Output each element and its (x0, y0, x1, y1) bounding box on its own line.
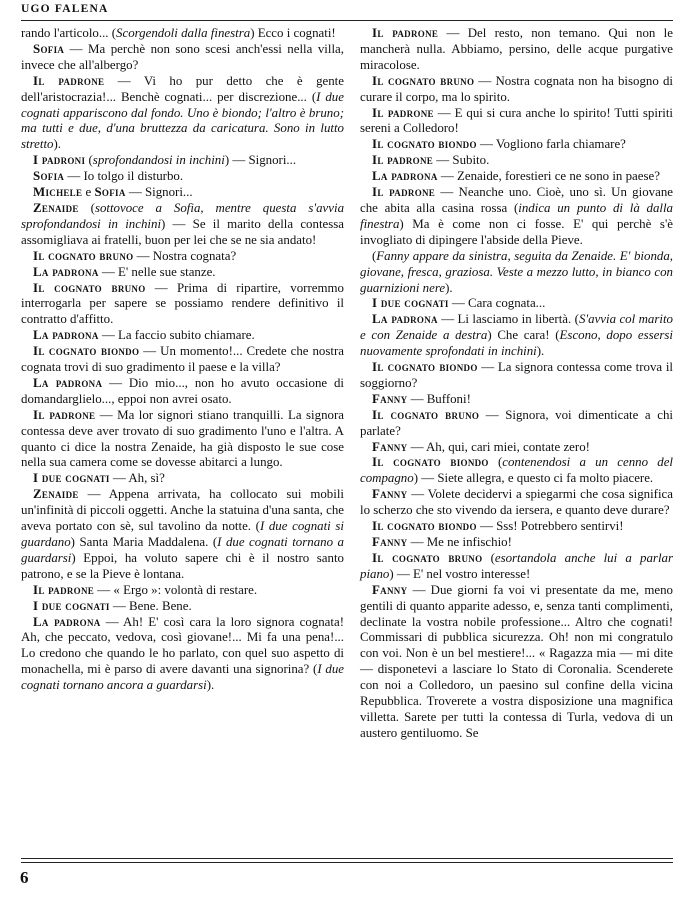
dialogue-text: — Vogliono farla chiamare? (476, 137, 626, 152)
paragraph (21, 201, 344, 249)
speaker-name: Zenaide (33, 200, 79, 215)
paragraph (21, 344, 344, 376)
speaker-name: La padrona (33, 328, 99, 343)
speaker-name: Il padrone (33, 582, 95, 597)
stage-direction: sottovoce a Sofia, mentre questa s'avvia sprofondandosi in inchini (21, 200, 345, 231)
speaker-name: Il cognato biondo (372, 519, 477, 534)
page-number: 6 (20, 868, 29, 887)
dialogue-text: — E' nelle sue stanze. (98, 264, 216, 279)
dialogue-text: — Dio mio..., non ho avuto occasione di domandarglielo..., eppoi non avrei osato. (21, 375, 344, 406)
stage-direction: contenendosi a un cenno del compagno (360, 455, 673, 486)
speaker-name: Il cognato bruno (33, 248, 134, 263)
stage-direction: S'avvia col marito e con Zenaide a destra (360, 312, 673, 343)
paragraph (360, 296, 673, 312)
dialogue-text: — Zenaide, forestieri ce ne sono in paese? (437, 169, 660, 184)
speaker-name: Sofia (94, 185, 126, 200)
dialogue-text: — Un momento!... Credete che nostra cognata trovi di suo gradimento il paese e la villa? (21, 344, 344, 375)
paragraph (360, 137, 673, 153)
speaker-name: La padrona (33, 264, 99, 279)
paragraph (360, 249, 673, 297)
dialogue-text: — Signori... (125, 185, 193, 200)
speaker-name: Il padrone (372, 185, 436, 200)
dialogue-text: — Io tolgo il disturbo. (64, 169, 184, 184)
paragraph (21, 153, 344, 169)
stage-direction: Escono, dopo essersi nuovamente sprofondati in inchini (360, 328, 673, 359)
dialogue-text: ). (536, 344, 545, 359)
dialogue-text: ) Ecco i cognati! (250, 26, 336, 40)
dialogue-text: — Ah, qui, cari miei, contate zero! (407, 439, 590, 454)
speaker-name: Il cognato bruno (372, 73, 475, 88)
paragraph (360, 169, 673, 185)
stage-direction: I due cognati si guardano (21, 519, 344, 549)
stage-direction: sprofondandosi in inchini (92, 153, 225, 168)
paragraph (360, 153, 673, 169)
dialogue-text: ( (78, 200, 95, 215)
speaker-name: I due cognati (33, 598, 110, 613)
paragraph (360, 535, 673, 551)
paragraph (360, 519, 673, 535)
speaker-name: Fanny (372, 391, 408, 406)
dialogue-text: ( (482, 550, 495, 565)
stage-direction: esortandola anche lui a parlar piano (360, 550, 673, 581)
paragraph (21, 583, 344, 599)
paragraph (21, 487, 344, 582)
paragraph (21, 249, 344, 265)
dialogue-text: — Me ne infischio! (407, 535, 512, 549)
paragraph (21, 74, 344, 154)
speaker-name: Il cognato bruno (372, 550, 483, 565)
speaker-name: Fanny (372, 487, 408, 502)
paragraph (21, 185, 344, 201)
dialogue-text: ) Che cara! ( (487, 328, 560, 343)
paragraph (360, 360, 673, 392)
dialogue-text: — Neanche uno. Cioè, uno sì. Un giovane che abita alla casina rossa ( (360, 185, 673, 215)
speaker-name: Il cognato biondo (33, 344, 140, 359)
dialogue-text: — Sss! Potrebbero sentirvi! (476, 519, 624, 534)
dialogue-text: ) Eppoi, ha voluto sapere chi è il nostro santo patrono, e se la Pieve è lontana. (21, 550, 344, 581)
dialogue-text: ( (85, 153, 93, 168)
dialogue-text: ). (206, 678, 215, 693)
speaker-name: Il cognato biondo (372, 360, 478, 375)
speaker-name: Il cognato bruno (372, 407, 480, 422)
left-text-column (21, 26, 344, 694)
speaker-name: La padrona (33, 375, 103, 390)
dialogue-text: ) Ma è come non ci fosse. E' qui perchè s'è invogliato di dipingere l'abside della Pieve. (360, 216, 673, 247)
dialogue-text: — Vi ho pur detto che è gente dell'aristocrazia!... Benchè cognati... per discrezione... ( (21, 73, 344, 104)
dialogue-text: — Ma perchè non sono scesi anch'essi nella villa, invece che all'albergo? (21, 41, 344, 72)
speaker-name: La padrona (372, 169, 438, 184)
paragraph (21, 471, 344, 487)
paragraph (21, 615, 344, 695)
speaker-name: Il padrone (372, 153, 434, 168)
speaker-name: Il cognato bruno (33, 280, 146, 295)
speaker-name: Sofia (33, 41, 65, 56)
paragraph (21, 281, 344, 329)
speaker-name: Il padrone (33, 407, 96, 422)
stage-direction: I due cognati tornano a guardarsi (21, 535, 344, 565)
footer-rule (21, 858, 673, 863)
stage-direction: I due cognati tornano ancora a guardarsi (21, 662, 344, 693)
paragraph (360, 408, 673, 440)
dialogue-text: — Buffoni! (407, 391, 471, 406)
speaker-name: La padrona (372, 312, 438, 327)
dialogue-text: ( (372, 248, 377, 263)
paragraph (360, 312, 673, 360)
dialogue-text: — Due giorni fa voi vi presentate da me, meno gentili di quanto apparite adesso, e, senza tanti complimenti, declinate la vostra nobile professione... Altro che cognati! Commissari di pubblica sicurezza. Oh! non mi congratulo con voi. Non è un bel mestiere!... « Ragazza mia — mi dite — disponetevi a lasciare lo Stato di Coronalia. Scenderete con noi a Colledoro, un paesino sul confine della vicina Repubblica. Troverete a vostra disposizione una magnifica villetta. Sarete per tutti la contessa di Turla, vedova di un austero gentiluomo. Se (360, 582, 673, 740)
speaker-name: Fanny (372, 439, 408, 454)
paragraph (360, 185, 673, 249)
paragraph (21, 408, 344, 472)
speaker-name: La padrona (33, 614, 101, 629)
paragraph (21, 265, 344, 281)
dialogue-text: — La faccio subito chiamare. (98, 328, 255, 343)
paragraph (360, 106, 673, 138)
dialogue-text: — Ma lor signori stiano tranquilli. La signora contessa deve aver trovato di suo gradimento l'uno e l'altra. A quanto ci dice la nostra Zenaide, ha già disposto le sue cose nella sua camera come se dovesse abitarci a lungo. (21, 407, 344, 470)
dialogue-text: — Ah! E' così cara la loro signora cognata! Ah, che peccato, vedova, così giovane!... Mi fa una pena!... Lo credono che quando le ho parlato, con quel suo aspetto di monachella, mi è parso di avere davanti una signorina? ( (21, 614, 344, 677)
running-header: UGO FALENA (21, 3, 109, 15)
paragraph (360, 74, 673, 106)
speaker-name: Fanny (372, 582, 408, 597)
dialogue-text: — E qui si cura anche lo spirito! Tutti spiriti sereni a Colledoro! (360, 105, 673, 136)
paragraph (21, 26, 344, 42)
dialogue-text: — Nostra cognata? (133, 248, 237, 263)
speaker-name: I padroni (33, 153, 86, 168)
stage-direction: Scorgendoli dalla finestra (116, 26, 251, 40)
speaker-name: Sofia (33, 169, 65, 184)
dialogue-text: — Volete decidervi a spiegarmi che cosa significa lo scherzo che sto vivendo da iersera, e quanto deve durare? (360, 487, 673, 518)
dialogue-text: e (82, 185, 95, 200)
paragraph (360, 392, 673, 408)
dialogue-text: ) Santa Maria Maddalena. ( (70, 535, 218, 549)
paragraph (360, 440, 673, 456)
speaker-name: Zenaide (33, 487, 79, 502)
dialogue-text: — Li lasciamo in libertà. ( (437, 312, 579, 327)
stage-direction: indica un punto di là dalla finestra (360, 200, 674, 231)
paragraph (21, 42, 344, 74)
dialogue-text: ). (53, 137, 61, 152)
speaker-name: Il padrone (372, 26, 439, 40)
speaker-name: Il padrone (372, 105, 434, 120)
dialogue-text: — Ah, sì? (109, 471, 165, 486)
dialogue-text: ( (488, 455, 503, 470)
paragraph (21, 599, 344, 615)
dialogue-text: — Cara cognata... (448, 296, 546, 311)
dialogue-text: — La signora contessa come trova il soggiorno? (360, 360, 673, 390)
paragraph (21, 169, 344, 185)
dialogue-text: — Del resto, non temano. Qui non le mancherà nulla. Abbiamo, persino, delle acque purgative miracolose. (360, 26, 673, 72)
speaker-name: Il cognato biondo (372, 455, 489, 470)
dialogue-text: rando l'articolo... ( (21, 26, 117, 40)
speaker-name: Il padrone (33, 73, 105, 88)
speaker-name: Michele (33, 185, 83, 200)
paragraph (21, 376, 344, 408)
right-text-column (360, 26, 673, 742)
dialogue-text: ) — E' nel vostro interesse! (389, 566, 531, 581)
dialogue-text: — Subito. (433, 153, 490, 168)
stage-direction: I due cognati appariscono dal fondo. Uno è biondo; l'altro è bruno; ma tutti e due, d'una bruttezza da caricatura. Sono in lutto stretto (21, 89, 344, 152)
dialogue-text: — « Ergo »: volontà di restare. (94, 582, 258, 597)
speaker-name: I due cognati (33, 471, 110, 486)
speaker-name: Il cognato biondo (372, 137, 477, 152)
paragraph (360, 487, 673, 519)
stage-direction: Fanny appare da sinistra, seguita da Zenaide. E' bionda, giovane, fresca, graziosa. Veste a mezzo lutto, in bianco con guarnizioni nere (360, 248, 673, 295)
paragraph (360, 583, 673, 742)
paragraph (360, 551, 673, 583)
paragraph (21, 328, 344, 344)
dialogue-text: — Nostra cognata non ha bisogno di curare il corpo, ma lo spirito. (360, 73, 673, 104)
speaker-name: I due cognati (372, 296, 449, 311)
dialogue-text: — Appena arrivata, ha collocato sui mobili un'infinità di piccoli oggetti. Anche la statuina d'una santa, che aveva portato con sè, sul tavolino da notte. ( (21, 487, 344, 534)
paragraph (360, 455, 673, 487)
header-rule (21, 20, 673, 21)
paragraph (360, 26, 673, 74)
dialogue-text: ) — Siete allegra, e questo ci fa molto piacere. (413, 471, 654, 486)
dialogue-text: ) — Se il marito della contessa assomigliava ai fratelli, buon per lei che se ne sia andato! (21, 216, 344, 247)
speaker-name: Fanny (372, 535, 408, 549)
dialogue-text: ). (445, 280, 453, 295)
dialogue-text: — Signora, voi dimenticate a chi parlate? (360, 407, 673, 438)
dialogue-text: — Bene. Bene. (109, 598, 192, 613)
dialogue-text: ) — Signori... (224, 153, 297, 168)
dialogue-text: — Prima di ripartire, vorremmo interrogarla per sapere se possiamo rendere definitivo il contratto d'affitto. (21, 280, 344, 327)
